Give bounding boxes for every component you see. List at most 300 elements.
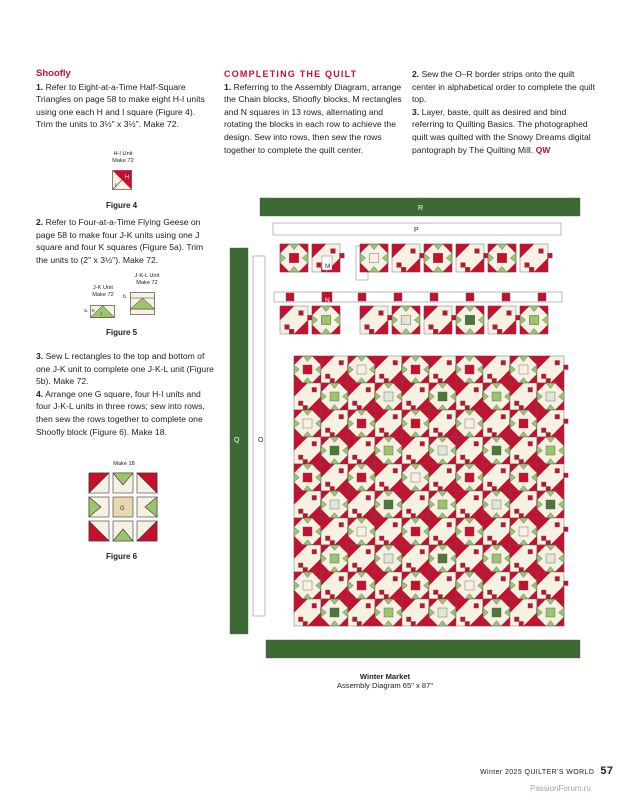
chain-square (353, 617, 358, 622)
chain-square (501, 361, 506, 366)
chain-square (519, 406, 524, 411)
chain-square (317, 263, 322, 268)
chain-square (465, 622, 470, 627)
chain-square (379, 311, 384, 316)
chain-square (488, 428, 493, 433)
shoofly-center (546, 392, 555, 401)
chain-square (303, 568, 308, 573)
chain-square (488, 536, 493, 541)
assembly-diagram (228, 196, 596, 664)
completing-step-2: 2. Sew the O–R border strips onto the quilt center in alphabetical order to complete the quilt top. (412, 69, 595, 105)
chain-square (497, 329, 502, 334)
shoofly-center (438, 500, 447, 509)
step-3: 3. Sew L rectangles to the top and bottom of one J-K unit to complete one J-K-L unit (Figure 5b). Make 72. (36, 351, 214, 387)
chain-square (564, 581, 569, 586)
figure-4-labels: H-I Unit Make 72 (112, 151, 134, 164)
border-r-bottom (266, 640, 580, 658)
chain-square (339, 469, 344, 474)
chain-square (303, 622, 308, 627)
shoofly-center (384, 608, 393, 617)
chain-square (299, 617, 304, 622)
shoofly-center (411, 581, 420, 590)
chain-square (474, 604, 479, 609)
n-square (502, 293, 510, 301)
svg-text:b.: b. (123, 294, 128, 300)
chain-square (330, 595, 335, 600)
chain-square (433, 329, 438, 334)
shoofly-center (497, 253, 506, 262)
chain-square (492, 595, 497, 600)
chain-square (330, 433, 335, 438)
chain-square (519, 460, 524, 465)
shoofly-center (465, 581, 474, 590)
chain-square (519, 622, 524, 627)
chain-square (357, 406, 362, 411)
shoofly-center (492, 608, 501, 617)
chain-square (488, 374, 493, 379)
chain-square (411, 406, 416, 411)
chain-square (474, 550, 479, 555)
chain-square (515, 617, 520, 622)
shoofly-center (438, 608, 447, 617)
border-label-p: P (414, 227, 419, 234)
chain-square (434, 428, 439, 433)
label-h: H (125, 174, 129, 181)
middle-column (224, 68, 404, 156)
chain-square (366, 496, 371, 501)
shoofly-center (438, 554, 447, 563)
chain-square (492, 379, 497, 384)
shoofly-center (401, 315, 410, 324)
svg-text:G: G (120, 506, 125, 512)
figure-5-caption: Figure 5 (106, 328, 138, 337)
chain-square (330, 487, 335, 492)
shoofly-center (465, 527, 474, 536)
chain-square (542, 536, 547, 541)
chain-square (393, 469, 398, 474)
chain-square (564, 527, 569, 532)
shoofly-center (357, 365, 366, 374)
shoofly-center (303, 527, 312, 536)
section-heading-shoofly: Shoofly (36, 68, 71, 79)
chain-square (488, 482, 493, 487)
chain-square (366, 604, 371, 609)
chain-square (434, 482, 439, 487)
chain-square (555, 469, 560, 474)
chain-square (546, 487, 551, 492)
chain-square (461, 263, 466, 268)
chain-square (475, 249, 480, 254)
chain-square (384, 541, 389, 546)
chain-square (515, 401, 520, 406)
chain-square (434, 536, 439, 541)
chain-square (366, 388, 371, 393)
shoofly-center (384, 500, 393, 509)
chain-square (539, 249, 544, 254)
chain-square (407, 401, 412, 406)
chain-square (447, 469, 452, 474)
chain-square (312, 442, 317, 447)
shoofly-center (519, 419, 528, 428)
chain-square (326, 428, 331, 433)
chain-square (411, 568, 416, 573)
chain-square (465, 267, 470, 272)
n-row (274, 292, 562, 302)
shoofly-center (384, 392, 393, 401)
chain-square (501, 469, 506, 474)
shoofly-center (330, 608, 339, 617)
chain-square (299, 455, 304, 460)
figure-6-diagram (86, 470, 160, 544)
diagram-subtitle: Assembly Diagram 65" x 87" (336, 681, 434, 690)
chain-square (564, 365, 569, 370)
shoofly-center (303, 365, 312, 374)
shoofly-center (465, 473, 474, 482)
chain-square (339, 361, 344, 366)
chain-square (312, 496, 317, 501)
n-square (538, 293, 546, 301)
shoofly-center (321, 315, 330, 324)
chain-square (528, 550, 533, 555)
chain-square (488, 590, 493, 595)
diagram-caption (320, 672, 450, 690)
chain-square (429, 325, 434, 330)
chain-square (546, 541, 551, 546)
chain-square (465, 406, 470, 411)
shoofly-center (369, 253, 378, 262)
chain-square (447, 361, 452, 366)
n-square (358, 293, 366, 301)
chain-square (312, 604, 317, 609)
chain-square (420, 496, 425, 501)
chain-square (339, 415, 344, 420)
chain-square (380, 590, 385, 595)
chain-square (303, 406, 308, 411)
chain-square (501, 577, 506, 582)
chain-square (447, 577, 452, 582)
chain-square (393, 523, 398, 528)
chain-square (542, 428, 547, 433)
chain-square (369, 329, 374, 334)
chain-square (299, 563, 304, 568)
chain-square (501, 523, 506, 528)
shoofly-center (438, 446, 447, 455)
chain-square (542, 590, 547, 595)
shoofly-center (411, 473, 420, 482)
chain-square (380, 428, 385, 433)
shoofly-center (330, 500, 339, 509)
shoofly-center (303, 473, 312, 482)
shoofly-center (289, 253, 298, 262)
chain-square (357, 514, 362, 519)
chain-square (438, 595, 443, 600)
left-column-3 (36, 350, 216, 438)
chain-square (461, 401, 466, 406)
shoofly-center (519, 527, 528, 536)
chain-square (484, 253, 489, 258)
chain-square (312, 550, 317, 555)
chain-square (515, 455, 520, 460)
shoofly-center (519, 365, 528, 374)
chain-square (555, 577, 560, 582)
shoofly-center (492, 554, 501, 563)
shoofly-center (529, 315, 538, 324)
border-label-r: R (418, 205, 424, 212)
page-footer (480, 765, 613, 777)
chain-square (546, 595, 551, 600)
chain-square (461, 509, 466, 514)
left-column-2 (36, 216, 216, 266)
figure-5-diagram (82, 290, 168, 320)
chain-square (528, 496, 533, 501)
diagram-title: Winter Market (359, 672, 411, 681)
chain-square (326, 374, 331, 379)
shoofly-center (357, 527, 366, 536)
chain-square (461, 563, 466, 568)
svg-text:a.: a. (84, 308, 89, 314)
chain-square (401, 267, 406, 272)
chain-square (501, 415, 506, 420)
completing-step-1: 1. Referring to the Assembly Diagram, arrange the Chain blocks, Shoofly blocks, M rectangles and N squares in 13 rows, alternating and rotating the blocks in each row to achieve the design. Sew into rows, then sew the rows together to complete the quilt center. (224, 81, 402, 155)
chain-square (380, 482, 385, 487)
page-number: 57 (600, 765, 614, 777)
chain-square (438, 541, 443, 546)
figure-5a-labels: J-K Unit Make 72 (92, 285, 114, 298)
step-4: 4. Arrange one G square, four H-I units and four J-K-L units in three rows; sew into rows, then sew the rows together to complete one Shoofly block (Figure 6). Make 18. (36, 388, 205, 437)
shoofly-center (330, 554, 339, 563)
chain-square (461, 455, 466, 460)
shoofly-center (411, 527, 420, 536)
shoofly-center (384, 554, 393, 563)
n-square (430, 293, 438, 301)
chain-square (507, 311, 512, 316)
chain-square (525, 263, 530, 268)
chain-square (289, 329, 294, 334)
chain-square (393, 577, 398, 582)
chain-square (411, 249, 416, 254)
chain-square (308, 315, 313, 320)
chain-square (407, 455, 412, 460)
chain-square (326, 590, 331, 595)
chain-square (353, 509, 358, 514)
chain-square (411, 622, 416, 627)
chain-square (303, 514, 308, 519)
shoofly-center (492, 446, 501, 455)
border-o (253, 256, 265, 616)
chain-square (555, 415, 560, 420)
shoofly-center (357, 419, 366, 428)
step-1: 1. Refer to Eight-at-a-Time Half-Square Triangles on page 58 to make eight H-I units using one each H and I square (Figure 4). Trim the units to 3½" x 3½". Make 72. (36, 81, 205, 130)
figure-6-labels: Make 18 (113, 461, 135, 467)
chain-square (357, 460, 362, 465)
chain-square (340, 253, 345, 258)
chain-square (564, 473, 569, 478)
chain-square (564, 419, 569, 424)
chain-square (407, 617, 412, 622)
shoofly-center (438, 392, 447, 401)
chain-square (366, 442, 371, 447)
chain-square (353, 563, 358, 568)
chain-square (452, 315, 457, 320)
chain-square (353, 401, 358, 406)
shoofly-center (433, 253, 442, 262)
chain-square (411, 460, 416, 465)
chain-square (393, 415, 398, 420)
svg-text:J: J (100, 311, 103, 317)
chain-square (312, 388, 317, 393)
figure-5b-labels: J-K-L Unit Make 72 (134, 273, 160, 286)
chain-square (515, 509, 520, 514)
chain-square (474, 388, 479, 393)
chain-square (438, 433, 443, 438)
svg-text:K: K (92, 308, 96, 313)
chain-square (353, 455, 358, 460)
chain-square (380, 374, 385, 379)
chain-square (384, 379, 389, 384)
chain-square (420, 604, 425, 609)
chain-square (548, 253, 553, 258)
chain-square (443, 311, 448, 316)
chain-square (330, 379, 335, 384)
shoofly-center (546, 446, 555, 455)
chain-square (420, 388, 425, 393)
shoofly-center (411, 419, 420, 428)
chain-square (285, 325, 290, 330)
qw-end-mark: QW (535, 144, 551, 155)
chain-square (434, 590, 439, 595)
chain-square (420, 253, 425, 258)
chain-square (465, 514, 470, 519)
chain-square (420, 550, 425, 555)
chain-square (339, 523, 344, 528)
shoofly-center (492, 392, 501, 401)
figure-4-diagram (112, 170, 132, 190)
chain-square (388, 315, 393, 320)
shoofly-center (546, 554, 555, 563)
n-square (286, 293, 294, 301)
chain-square (542, 482, 547, 487)
chain-square (365, 325, 370, 330)
shoofly-center (519, 473, 528, 482)
chain-square (542, 374, 547, 379)
chain-square (326, 536, 331, 541)
chain-square (326, 482, 331, 487)
shoofly-center (357, 581, 366, 590)
chain-square (384, 433, 389, 438)
n-square (394, 293, 402, 301)
chain-square (555, 361, 560, 366)
chain-square (493, 325, 498, 330)
shoofly-center (492, 500, 501, 509)
chain-square (366, 550, 371, 555)
label-i: I (115, 183, 117, 189)
completing-step-3: 3. Layer, baste, quilt as desired and bind referring to Quilting Basics. The photographed quilt was quilted with the Snowy Dreams digital pantograph by The Quilting Mill. QW (412, 106, 591, 155)
chain-square (528, 442, 533, 447)
chain-square (357, 568, 362, 573)
step-2: 2. Refer to Four-at-a-Time Flying Geese on page 58 to make four J-K units using one J square and four K squares (Figure 5a). Trim the units to (2" x 3½"). Make 72. (36, 217, 204, 265)
chain-square (393, 361, 398, 366)
chain-square (380, 536, 385, 541)
chain-square (407, 509, 412, 514)
chain-square (299, 401, 304, 406)
border-label-q: Q (234, 437, 240, 444)
chain-square (474, 496, 479, 501)
chain-square (447, 523, 452, 528)
chain-square (465, 460, 470, 465)
shoofly-center (330, 446, 339, 455)
left-column (36, 68, 208, 139)
shoofly-center (303, 419, 312, 428)
chain-square (434, 374, 439, 379)
shoofly-center (303, 581, 312, 590)
shoofly-center (546, 608, 555, 617)
shoofly-center (465, 315, 474, 324)
shoofly-center (465, 419, 474, 428)
right-column (412, 68, 598, 156)
chain-square (474, 442, 479, 447)
shoofly-center (330, 392, 339, 401)
section-heading-completing: COMPLETING THE QUILT (224, 69, 358, 79)
figure-6-caption: Figure 6 (106, 552, 138, 561)
chain-square (299, 509, 304, 514)
chain-square (331, 249, 336, 254)
figure-4-caption: Figure 4 (106, 201, 138, 210)
chain-square (528, 388, 533, 393)
chain-square (465, 568, 470, 573)
n-square (466, 293, 474, 301)
chain-square (555, 523, 560, 528)
chain-square (411, 514, 416, 519)
shoofly-center (546, 500, 555, 509)
shoofly-center (357, 473, 366, 482)
chain-square (438, 487, 443, 492)
issue-label: Winter 2025 QUILTER'S WORLD (480, 769, 595, 776)
shoofly-center (384, 446, 393, 455)
chain-square (303, 460, 308, 465)
chain-square (519, 568, 524, 573)
chain-square (529, 267, 534, 272)
chain-square (492, 487, 497, 492)
chain-square (461, 617, 466, 622)
chain-square (330, 541, 335, 546)
chain-square (384, 595, 389, 600)
label-m: M (325, 263, 331, 270)
chain-square (397, 263, 402, 268)
chain-square (492, 541, 497, 546)
chain-square (492, 433, 497, 438)
watermark: PassionForum.ru (530, 784, 591, 793)
chain-square (546, 379, 551, 384)
chain-square (519, 514, 524, 519)
chain-square (420, 442, 425, 447)
shoofly-center (519, 581, 528, 590)
chain-square (515, 563, 520, 568)
border-label-o: O (258, 437, 264, 444)
chain-square (447, 415, 452, 420)
chain-square (528, 604, 533, 609)
chain-square (384, 487, 389, 492)
chain-square (516, 315, 521, 320)
chain-square (357, 622, 362, 627)
shoofly-center (411, 365, 420, 374)
chain-square (546, 433, 551, 438)
chain-square (407, 563, 412, 568)
chain-square (339, 577, 344, 582)
chain-square (438, 379, 443, 384)
label-n: N (325, 297, 330, 304)
chain-square (299, 311, 304, 316)
shoofly-center (465, 365, 474, 374)
